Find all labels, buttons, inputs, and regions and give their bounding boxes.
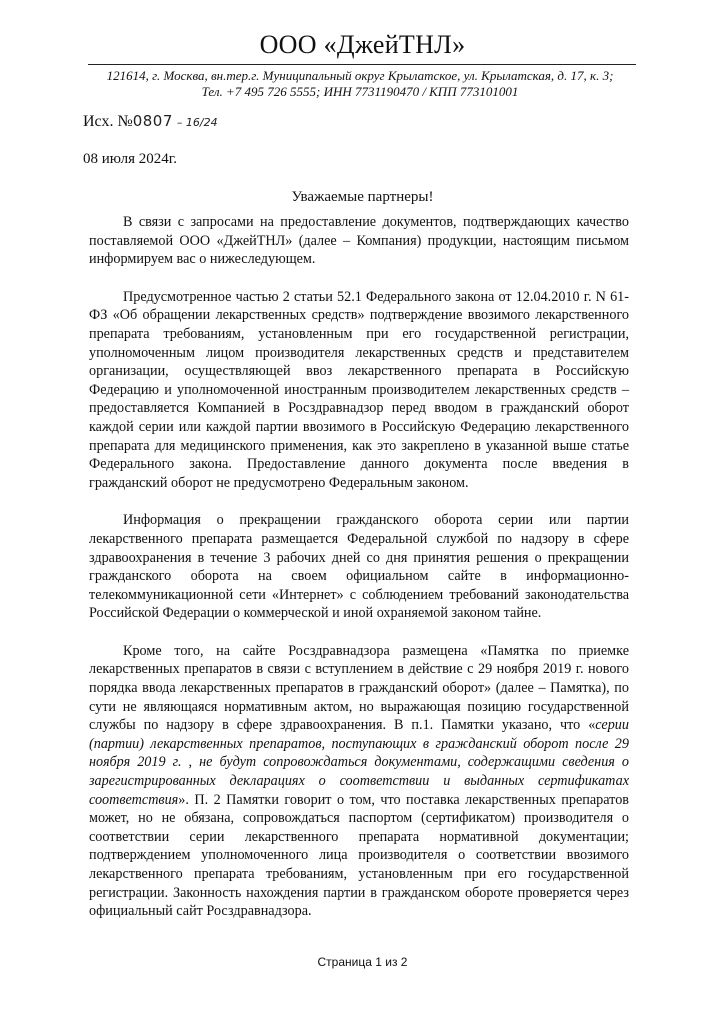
paragraph-law: Предусмотренное частью 2 статьи 52.1 Федерального закона от 12.04.2010 г. N 61-ФЗ «Об обращении лекарственных средств» подтверждение ввозимого лекарственного препарата требованиям, установленным при его государственной регистрации, уполномоченным лицом производителя лекарственных средств и представителем организации, осуществляющей ввоз лекарственного препарата в Российскую Федерацию и уполномоченной иностранным производителем лекарственных средств – предоставляется Компанией в Росздравнадзор перед вводом в гражданский оборот каждой серии или каждой партии ввозимого в Российскую Федерацию лекарственного препарата для медицинского применения, как это закреплено в указанной выше статье Федерального закона. Предоставление данного документа после введения в гражданский оборот не предусмотрено Федеральным законом. (89, 288, 629, 491)
page-number: Страница 1 из 2 (317, 955, 408, 969)
memo-text-start: Кроме того, на сайте Росздравнадзора размещена «Памятка по приемке лекарственных препаратов в связи с вступлением в действие с 29 ноября 2019 г. нового порядка ввода лекарственных препаратов в гражданский оборот» (далее – Памятка), по сути не являющаяся нормативным актом, но выражающая позицию государственной службы по надзору в сфере здравоохранения. В п.1. Памятки указано, что « (89, 642, 629, 734)
paragraph-circulation: Информация о прекращении гражданского оборота серии или партии лекарственного препарата размещается Федеральной службой по надзору в сфере здравоохранения в течение 3 рабочих дней со дня принятия решения о прекращении гражданского оборота на своем официальном сайте в информационно-телекоммуникационной сети «Интернет» с соблюдением требований законодательства Российской Федерации о коммерческой и иной охраняемой законом тайне. (89, 512, 629, 622)
letter-body (89, 213, 629, 940)
outgoing-number (83, 112, 218, 131)
header-divider (88, 64, 636, 65)
handwritten-number: 0807 (132, 112, 173, 130)
paragraph-intro: В связи с запросами на предоставление документов, подтверждающих качество поставляемой ООО «ДжейТНЛ» (далее – Компания) продукции, настоящим письмом информируем вас о нижеследующем. (89, 214, 629, 268)
memo-text-end: ». П. 2 Памятки говорит о том, что поставка лекарственных препаратов может, но не обязана, сопровождаться паспортом (сертификатом) производителя о соответствии серии лекарственного препарата нормативной документации; подтверждением уполномоченного лица производителя о соответствии ввозимого лекарственного препарата требованиям, установленным при его государственной регистрации. Законность нахождения партии в гражданском обороте проверяется через официальный сайт Росздравнадзора. (89, 791, 629, 920)
handwritten-suffix: – 16/24 (176, 116, 218, 129)
memo-quote: серии (партии) лекарственных препаратов, поступающих в гражданский оборот после 29 ноября 2019 г. , не будут сопровождаться документами, содержащими сведения о зарегистрированных декларациях о соответствии и выданных сертификатах соответствия (89, 717, 629, 808)
paragraph-memo (89, 642, 629, 921)
letter-date: 08 июля 2024г. (83, 151, 177, 167)
company-name: ООО «ДжейТНЛ» (259, 30, 466, 59)
company-contacts: Тел. +7 495 726 5555; ИНН 7731190470 / КПП 773101001 (201, 84, 519, 99)
company-address: 121614, г. Москва, вн.тер.г. Муниципальный округ Крылатское, ул. Крылатская, д. 17, к. 3; (106, 68, 614, 83)
greeting: Уважаемые партнеры! (291, 189, 434, 205)
outgoing-prefix: Исх. № (83, 113, 133, 130)
